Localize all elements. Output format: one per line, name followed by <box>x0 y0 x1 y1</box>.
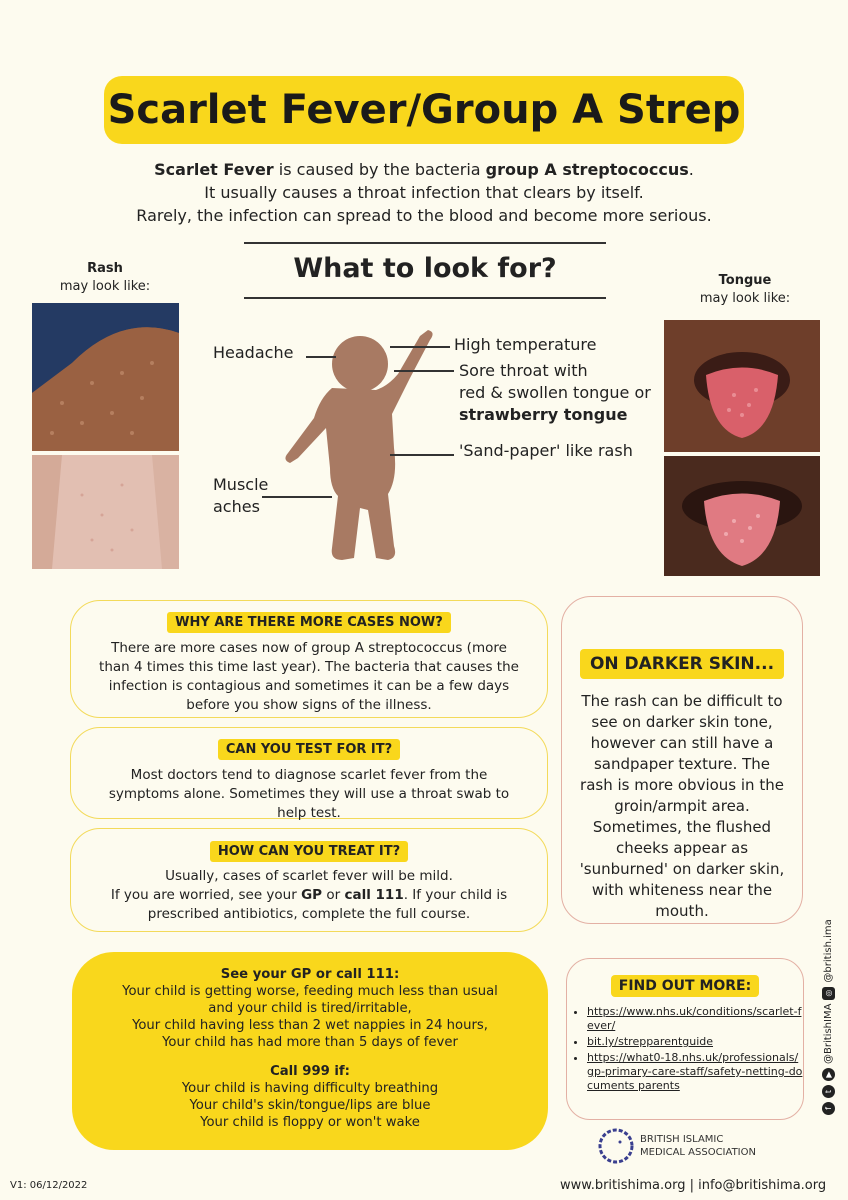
org-line-2: MEDICAL ASSOCIATION <box>640 1147 756 1158</box>
social-handles <box>822 919 835 1115</box>
rash-photo-2 <box>32 455 179 569</box>
line-muscle <box>262 496 332 498</box>
strawberry-tongue: strawberry tongue <box>459 405 628 424</box>
gp-line-1: Your child is getting worse, feeding much less than usual <box>122 984 498 999</box>
intro-text-1: is caused by the bacteria <box>273 160 486 179</box>
gp-line-2: and your child is tired/irritable, <box>208 1001 412 1016</box>
find-out-heading: FIND OUT MORE: <box>611 975 759 997</box>
treat-t2: or <box>322 887 345 903</box>
symptom-muscle <box>213 474 268 518</box>
bima-logo-icon <box>598 1128 634 1164</box>
symptom-rash: 'Sand-paper' like rash <box>459 441 633 460</box>
muscle-line-1: Muscle <box>213 475 269 494</box>
tongue-photo-2 <box>664 456 820 576</box>
darker-skin-text: The rash can be difficult to see on darker skin tone, however can still have a sandpaper texture. The rash is more obvious in the groin/armpit area. Sometimes, the flushed cheeks appear as 'sunburned' on darker skin, with whiteness near the mouth. <box>579 692 785 920</box>
treat-call: call 111 <box>344 887 404 903</box>
test-heading: CAN YOU TEST FOR IT? <box>218 739 400 760</box>
instagram-icon[interactable]: ◎ <box>822 987 835 1000</box>
gp-heading: See your GP or call 111: <box>220 967 400 982</box>
rash-label <box>40 260 170 296</box>
what-to-look-for-heading: What to look for? <box>293 253 557 284</box>
rash-label-bold: Rash <box>87 261 123 276</box>
call-line-1: Your child is having difficulty breathing <box>181 1081 439 1096</box>
tongue-label <box>680 272 810 308</box>
why-more-box <box>70 600 548 718</box>
tongue-photo-1 <box>664 320 820 452</box>
sore-throat-line-2: red & swollen tongue or <box>459 383 651 402</box>
symptom-high-temp: High temperature <box>454 335 597 354</box>
social-handle-2: @british.ima <box>823 919 834 983</box>
treat-t3: . If your child is prescribed antibiotics, complete the full course. <box>147 887 508 922</box>
youtube-icon[interactable]: ▶ <box>822 1068 835 1081</box>
line-high-temp <box>390 346 450 348</box>
link-strep-parent-guide[interactable]: • bit.ly/strepparentguide <box>587 1035 803 1049</box>
line-rash <box>390 454 454 456</box>
intro-bold-scarlet: Scarlet Fever <box>154 160 274 179</box>
intro-line-2: It usually causes a throat infection that clears by itself. <box>204 183 644 202</box>
facebook-icon[interactable]: f <box>822 1102 835 1115</box>
treat-gp: GP <box>301 887 323 903</box>
darker-skin-box <box>561 596 803 924</box>
org-name <box>640 1133 756 1159</box>
social-handle-1: @BritishIMA <box>823 1003 834 1064</box>
gp-line-3: Your child having less than 2 wet nappies in 24 hours, <box>132 1018 488 1033</box>
intro-text <box>0 158 848 227</box>
why-more-heading: WHY ARE THERE MORE CASES NOW? <box>167 612 451 633</box>
sore-throat-line-1: Sore throat with <box>459 361 588 380</box>
treat-heading: HOW CAN YOU TREAT IT? <box>210 841 408 862</box>
call-line-2: Your child's skin/tongue/lips are blue <box>189 1098 431 1113</box>
symptom-headache: Headache <box>213 343 294 362</box>
contact-footer[interactable]: www.britishima.org | info@britishima.org <box>560 1178 827 1193</box>
call-999-heading: Call 999 if: <box>270 1064 350 1079</box>
tongue-label-sub: may look like: <box>699 291 791 306</box>
page-title: Scarlet Fever/Group A Strep <box>104 76 744 144</box>
intro-bold-strep: group A streptococcus <box>485 160 689 179</box>
find-out-more-box <box>566 958 804 1120</box>
intro-text-2: . <box>688 160 694 179</box>
line-sore-throat <box>394 370 454 372</box>
link-nhs-scarlet-fever[interactable]: • https://www.nhs.uk/conditions/scarlet-fever/ <box>587 1005 803 1033</box>
test-box <box>70 727 548 819</box>
treat-text <box>101 867 517 924</box>
version-label: V1: 06/12/2022 <box>10 1180 88 1191</box>
treat-t1: If you are worried, see your <box>110 887 302 903</box>
call-line-3: Your child is floppy or won't wake <box>200 1115 420 1130</box>
treat-line-1: Usually, cases of scarlet fever will be mild. <box>165 868 453 884</box>
symptom-sore-throat <box>459 360 651 426</box>
gp-line-4: Your child has had more than 5 days of fever <box>162 1035 458 1050</box>
twitter-icon[interactable]: t <box>822 1085 835 1098</box>
why-more-text: There are more cases now of group A streptococcus (more than 4 times this time last year). The bacteria that causes the infection is contagious and sometimes it can be a few days before you show signs of the illness. <box>99 640 519 713</box>
darker-skin-heading: ON DARKER SKIN... <box>580 649 784 679</box>
rash-photo-1 <box>32 303 179 451</box>
divider-bottom <box>244 297 606 299</box>
link-what0-18[interactable]: • https://what0-18.nhs.uk/professionals/gp-primary-care-staff/safety-netting-documents parents <box>587 1051 803 1093</box>
treat-box <box>70 828 548 932</box>
line-headache <box>306 356 336 358</box>
find-out-links <box>567 1005 803 1093</box>
tongue-label-bold: Tongue <box>718 273 772 288</box>
test-text: Most doctors tend to diagnose scarlet fever from the symptoms alone. Sometimes they will use a throat swab to help test. <box>108 767 510 821</box>
divider-top <box>244 242 606 244</box>
treat-line-2 <box>101 886 517 924</box>
org-line-1: BRITISH ISLAMIC <box>640 1134 724 1145</box>
intro-line-3: Rarely, the infection can spread to the blood and become more serious. <box>136 206 712 225</box>
rash-label-sub: may look like: <box>59 279 151 294</box>
muscle-line-2: aches <box>213 497 260 516</box>
urgent-box <box>72 952 548 1150</box>
